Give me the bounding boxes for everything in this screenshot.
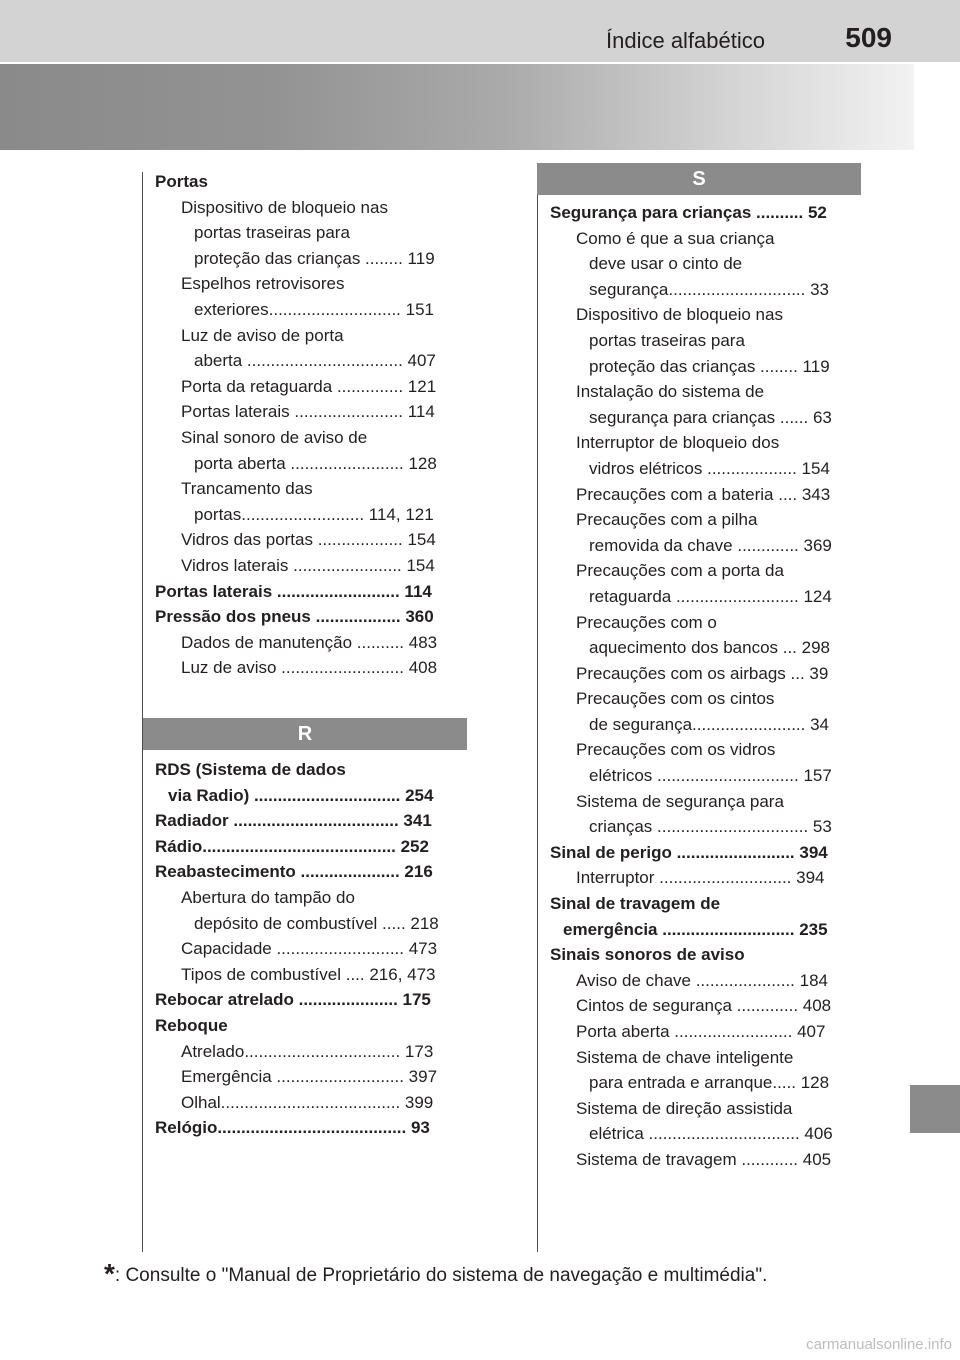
index-entry: Sinal de perigo ......................... 394 bbox=[550, 842, 828, 862]
index-entry: Sistema de chave inteligente bbox=[576, 1047, 794, 1067]
index-entry: retaguarda .......................... 124 bbox=[589, 586, 832, 606]
column-divider-right bbox=[537, 172, 538, 1252]
index-entry: Precauções com a porta da bbox=[576, 561, 784, 581]
index-entry: Aviso de chave ..................... 184 bbox=[576, 970, 828, 990]
index-entry: Trancamento das bbox=[181, 479, 313, 499]
index-entry: vidros elétricos ................... 154 bbox=[589, 458, 830, 478]
index-entry: Pressão dos pneus .................. 360 bbox=[155, 607, 434, 627]
index-entry: deve usar o cinto de bbox=[589, 254, 743, 274]
index-entry: crianças ................................ 53 bbox=[589, 817, 832, 837]
index-entry: Sistema de segurança para bbox=[576, 791, 784, 811]
index-column-right bbox=[550, 200, 861, 1173]
index-entry: Sistema de direção assistida bbox=[576, 1098, 793, 1118]
index-entry: Olhal...................................... 399 bbox=[181, 1092, 434, 1112]
index-entry: elétricos .............................. 157 bbox=[589, 766, 832, 786]
index-entry: Reboque bbox=[155, 1015, 228, 1035]
index-entry: Cintos de segurança ............. 408 bbox=[576, 996, 832, 1016]
index-entry: depósito de combustível ..... 218 bbox=[194, 913, 439, 933]
index-entry: RDS (Sistema de dados bbox=[155, 760, 346, 779]
index-entry: Relógio........................................ 93 bbox=[155, 1118, 430, 1138]
index-entry: de segurança........................ 34 bbox=[589, 714, 830, 734]
index-entry: Instalação do sistema de bbox=[576, 382, 765, 402]
index-entry: emergência ............................ 235 bbox=[563, 919, 828, 939]
index-entry: Rádio......................................... 252 bbox=[155, 836, 429, 856]
index-entry: Atrelado................................. 173 bbox=[181, 1041, 434, 1061]
footnote-text: : Consulte o "Manual de Proprietário do sistema de navegação e multimédia". bbox=[114, 1265, 768, 1286]
index-column-left-bottom bbox=[155, 757, 466, 1141]
index-entry: Portas laterais ....................... 114 bbox=[181, 402, 435, 422]
index-entry: segurança para crianças ...... 63 bbox=[589, 407, 832, 427]
index-entry: Luz de aviso de porta bbox=[181, 325, 344, 345]
index-entry: portas traseiras para bbox=[589, 330, 745, 350]
page-number: 509 bbox=[845, 22, 892, 53]
index-entry: Vidros laterais ....................... 154 bbox=[181, 555, 435, 575]
index-entry: Tipos de combustível .... 216, 473 bbox=[181, 964, 436, 984]
chapter-side-tab bbox=[910, 1085, 960, 1133]
index-entry: segurança............................. 33 bbox=[589, 279, 829, 299]
index-entry: Sinal de travagem de bbox=[550, 894, 721, 914]
index-entry: Porta da retaguarda .............. 121 bbox=[181, 376, 437, 396]
index-entry: Interruptor ............................ 394 bbox=[576, 868, 825, 888]
index-entry: Rebocar atrelado ..................... 175 bbox=[155, 990, 431, 1010]
index-entry: Precauções com a pilha bbox=[576, 510, 758, 530]
index-entry: aquecimento dos bancos ... 298 bbox=[589, 638, 830, 658]
index-entry: portas.......................... 114, 121 bbox=[194, 504, 434, 524]
section-title: Índice alfabético bbox=[606, 28, 765, 53]
index-entry: Capacidade ........................... 473 bbox=[181, 939, 438, 959]
index-entry: porta aberta ........................ 128 bbox=[194, 453, 437, 473]
index-entry: Luz de aviso .......................... 408 bbox=[181, 658, 438, 678]
index-entry: Reabastecimento ..................... 216 bbox=[155, 862, 433, 882]
index-entry: portas traseiras para bbox=[194, 223, 350, 243]
header-bar bbox=[0, 0, 960, 62]
index-entry: Precauções com os vidros bbox=[576, 740, 776, 760]
index-entry: Dispositivo de bloqueio nas bbox=[576, 305, 783, 325]
index-entry: Portas bbox=[155, 172, 208, 191]
index-entry: elétrica ................................ 406 bbox=[589, 1124, 833, 1144]
column-divider-left bbox=[142, 172, 143, 1252]
index-entry: removida da chave ............. 369 bbox=[589, 535, 832, 555]
header-gradient-band bbox=[0, 64, 914, 150]
index-entry: Vidros das portas .................. 154 bbox=[181, 530, 436, 550]
index-entry: Abertura do tampão do bbox=[181, 887, 355, 907]
index-entry: Portas laterais .......................... 114 bbox=[155, 581, 432, 601]
index-entry: Precauções com os airbags ... 39 bbox=[576, 663, 829, 683]
index-entry: exteriores............................ 151 bbox=[194, 299, 434, 319]
index-column-left-top bbox=[155, 169, 466, 681]
footnote-marker: * bbox=[104, 1258, 115, 1289]
index-entry: Interruptor de bloqueio dos bbox=[576, 433, 780, 453]
index-entry: Precauções com a bateria .... 343 bbox=[576, 484, 831, 504]
index-entry: Sistema de travagem ............ 405 bbox=[576, 1149, 832, 1169]
index-entry: Radiador ................................... 341 bbox=[155, 811, 432, 831]
index-entry: aberta ................................. 407 bbox=[194, 351, 436, 371]
index-entry: via Radio) ............................... 254 bbox=[168, 785, 434, 805]
index-entry: Dispositivo de bloqueio nas bbox=[181, 197, 388, 217]
index-entry: Emergência ........................... 397 bbox=[181, 1067, 438, 1087]
index-entry: Sinais sonoros de aviso bbox=[550, 945, 745, 965]
index-entry: Sinal sonoro de aviso de bbox=[181, 427, 368, 447]
letter-heading-s: S bbox=[537, 163, 861, 195]
watermark: carmanualsonline.info bbox=[806, 1336, 952, 1353]
index-entry: para entrada e arranque..... 128 bbox=[589, 1073, 830, 1093]
index-entry: Porta aberta ......................... 407 bbox=[576, 1022, 826, 1041]
index-entry: proteção das crianças ........ 119 bbox=[589, 356, 830, 376]
index-entry: Espelhos retrovisores bbox=[181, 274, 345, 294]
index-entry: Precauções com o bbox=[576, 612, 717, 632]
index-entry: Como é que a sua criança bbox=[576, 228, 775, 248]
index-entry: Precauções com os cintos bbox=[576, 689, 775, 709]
index-entry: Dados de manutenção .......... 483 bbox=[181, 632, 438, 652]
index-entry: proteção das crianças ........ 119 bbox=[194, 248, 435, 268]
index-entry: Segurança para crianças .......... 52 bbox=[550, 203, 827, 222]
letter-heading-r: R bbox=[143, 718, 467, 750]
footnote bbox=[104, 1258, 767, 1290]
